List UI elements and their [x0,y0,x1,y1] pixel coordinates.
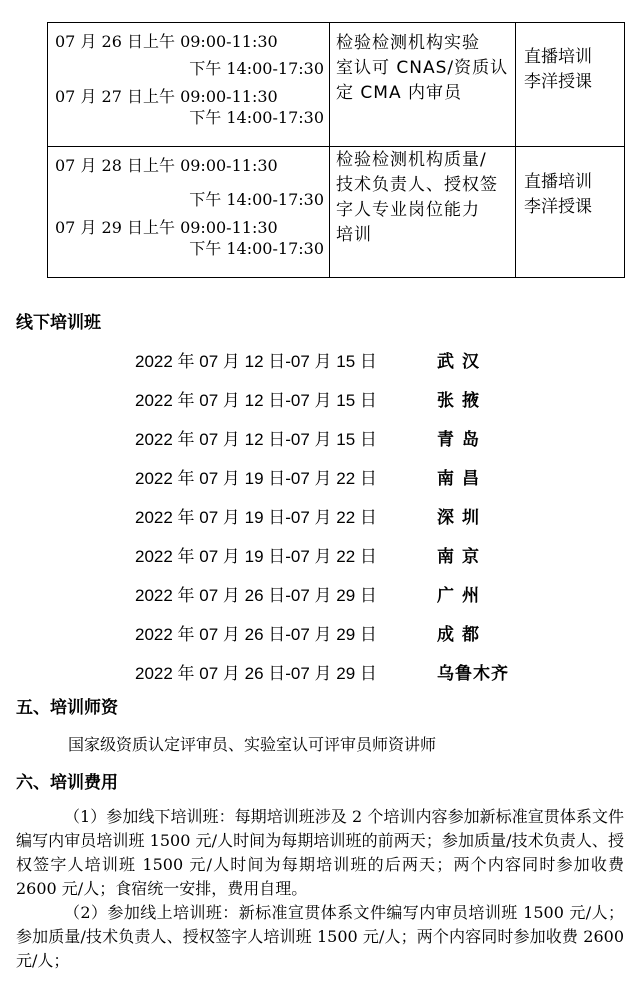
course-line: 定 CMA 内审员 [336,83,462,103]
list-item [135,496,555,535]
course-line: 室认可 CNAS/资质认 [336,58,509,78]
list-item [135,652,555,691]
course-line: 字人专业岗位能力 [336,200,480,220]
session-city: 南京 [437,547,487,567]
session-city: 广州 [437,586,487,606]
fee-details [16,805,624,973]
time-cell [48,23,330,147]
session-dates: 2022 年 07 月 19 日-07 月 22 日 [135,469,377,488]
course-line: 检验检测机构质量/ [336,150,487,170]
day-am-time: 07 月 28 日上午 09:00-11:30 [55,156,278,175]
session-city: 乌鲁木齐 [437,664,509,684]
mode-cell [516,23,625,147]
session-dates: 2022 年 07 月 19 日-07 月 22 日 [135,547,377,566]
day-am-time: 07 月 27 日上午 09:00-11:30 [55,87,278,106]
session-dates: 2022 年 07 月 26 日-07 月 29 日 [135,625,377,644]
section5-text: 国家级资质认定评审员、实验室认可评审员师资讲师 [68,735,437,754]
mode-line: 直播培训 [524,172,592,192]
course-name [330,23,515,106]
session-dates: 2022 年 07 月 26 日-07 月 29 日 [135,586,377,605]
table-row [48,147,625,278]
section6-heading: 六、培训费用 [16,773,118,793]
day-pm-time: 下午 14:00-17:30 [189,59,324,78]
course-name [330,147,515,248]
fee-paragraph-online: （2）参加线上培训班：新标准宣贯体系文件编写内审员培训班 1500 元/人；参加质量/技术负责人、授权签字人培训班 1500 元/人；两个内容同时参加收费 2600 元/人； [16,903,624,970]
delivery-mode [516,23,624,95]
session-city: 青岛 [437,430,487,450]
table-row [48,23,625,147]
list-item [135,457,555,496]
list-item [135,418,555,457]
day-am-time: 07 月 29 日上午 09:00-11:30 [55,218,278,237]
session-dates: 2022 年 07 月 12 日-07 月 15 日 [135,352,377,371]
offline-heading: 线下培训班 [16,313,101,333]
list-item [135,535,555,574]
list-item [135,379,555,418]
time-cell [48,147,330,278]
session-city: 成都 [437,625,487,645]
session-dates: 2022 年 07 月 26 日-07 月 29 日 [135,664,377,683]
online-schedule-table [47,22,625,278]
delivery-mode [516,147,624,220]
session-dates: 2022 年 07 月 19 日-07 月 22 日 [135,508,377,527]
course-cell [330,147,516,278]
session-city: 深圳 [437,508,487,528]
mode-cell [516,147,625,278]
mode-line: 李洋授课 [524,197,592,217]
day-am-time: 07 月 26 日上午 09:00-11:30 [55,32,278,51]
fee-paragraph-offline: （1）参加线下培训班：每期培训班涉及 2 个培训内容参加新标准宣贯体系文件编写内审员培训班 1500 元/人时间为每期培训班的前两天；参加质量/技术负责人、授权签字人培训班 1500 元/人时间为每期培训班的后两天；两个内容同时参加收费 2600 元/人；食宿统一安排，费用自理。 [16,807,624,898]
mode-line: 直播培训 [524,47,592,67]
section5-heading: 五、培训师资 [16,698,118,718]
list-item [135,340,555,379]
offline-session-list [135,340,555,691]
course-cell [330,23,516,147]
day-pm-time: 下午 14:00-17:30 [189,108,324,127]
session-dates: 2022 年 07 月 12 日-07 月 15 日 [135,430,377,449]
day-pm-time: 下午 14:00-17:30 [189,190,324,209]
session-city: 武汉 [437,352,487,372]
session-city: 张掖 [437,391,487,411]
session-dates: 2022 年 07 月 12 日-07 月 15 日 [135,391,377,410]
list-item [135,613,555,652]
day-pm-time: 下午 14:00-17:30 [189,239,324,258]
session-city: 南昌 [437,469,487,489]
list-item [135,574,555,613]
course-line: 培训 [336,225,372,245]
course-line: 技术负责人、授权签 [336,175,498,195]
course-line: 检验检测机构实验 [336,33,480,53]
mode-line: 李洋授课 [524,72,592,92]
